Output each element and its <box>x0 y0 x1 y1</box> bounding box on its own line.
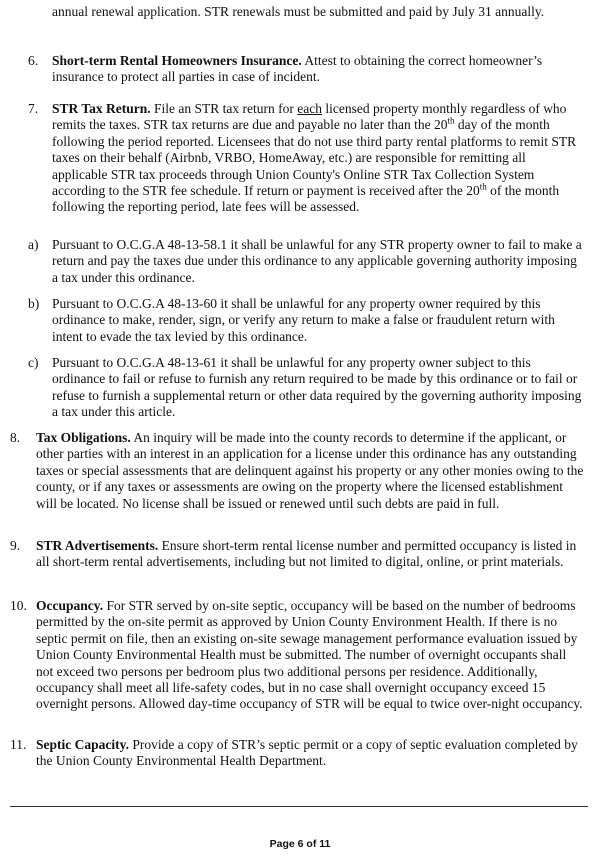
footer-divider <box>10 806 588 807</box>
item-number: 10. <box>10 598 27 613</box>
superscript: th <box>479 181 487 192</box>
subitem-letter: a) <box>28 237 39 252</box>
item-text <box>36 737 584 770</box>
item-number: 11. <box>10 737 27 752</box>
item-heading: Short-term Rental Homeowners Insurance. <box>52 53 302 68</box>
item-heading: STR Advertisements. <box>36 538 159 553</box>
item-number: 8. <box>10 430 21 445</box>
item-text <box>52 101 582 216</box>
item-text <box>36 598 584 713</box>
item-body: Attest to obtaining the correct homeowner’s insurance to protect all parties in case of incident. <box>52 53 543 85</box>
item-body: File an STR tax return for <box>150 101 298 116</box>
item-heading: Tax Obligations. <box>36 430 131 445</box>
subitem-letter: b) <box>28 296 40 311</box>
item-heading: STR Tax Return. <box>52 101 151 116</box>
item-body: Provide a copy of STR’s septic permit or a copy of septic evaluation completed by the Union County Environmental Health Department. <box>36 737 578 769</box>
item-body: An inquiry will be made into the county records to determine if the applicant, or other parties with an interest in an application for a license under this ordinance has any outstanding taxes or special assessments that are delinquent against his property or any other monies owing to the county, or if any taxes or assessments are owing on the property where the licensed establishment will be located. No license shall be issued or renewed until such debts are paid in full. <box>36 430 584 511</box>
item-text <box>36 538 584 571</box>
item-heading: Occupancy. <box>36 598 104 613</box>
subitem-text: Pursuant to O.C.G.A 48-13-60 it shall be unlawful for any property owner required by this ordinance to make, render, sign, or verify any return to make a false or fraudulent return with intent to evade the tax levied by this ordinance. <box>52 296 555 344</box>
item-number: 6. <box>28 53 39 68</box>
item-number: 7. <box>28 101 39 116</box>
subitem-text: Pursuant to O.C.G.A 48-13-58.1 it shall be unlawful for any STR property owner to fail to make a return and pay the taxes due under this ordinance to any applicable governing authority imposing a tax under this ordinance. <box>52 237 582 285</box>
subitem-text: Pursuant to O.C.G.A 48-13-61 it shall be unlawful for any property owner subject to this ordinance to fail or refuse to furnish any return required to be made by this ordinance or to fail or refuse to furnish a supplemental return or other data required by the governing authority imposing a tax under this article. <box>52 355 582 420</box>
item-text <box>36 430 584 512</box>
item-body: licensed property monthly regardless of who remits the taxes. STR tax returns are due and payable no later than the 20 <box>52 101 567 133</box>
item-body: Ensure short-term rental license number and permitted occupancy is listed in all short-term rental advertisements, including but not limited to digital, online, or print materials. <box>36 538 577 570</box>
page-number: Page 6 of 11 <box>269 838 331 850</box>
subitem-letter: c) <box>28 355 39 370</box>
item-number: 9. <box>10 538 21 553</box>
item-body: For STR served by on-site septic, occupancy will be based on the number of bedrooms permitted by the on-site permit as approved by Union County Environment Health. If there is no septic permit on file, then an existing on-site sewage management performance evaluation issued by Union County Environmental Health must be submitted. The number of overnight occupants shall not exceed two persons per bedroom plus two additional persons per residence. Additionally, occupancy shall meet all life-safety codes, but in no case shall overnight occupancy exceed 15 overnight persons. Allowed day-time occupancy of STR will be equal to twice over-night occupancy. <box>36 598 583 712</box>
item-body: day of the month following the period reported. Licensees that do not use third party rental platforms to remit STR taxes on their behalf (Airbnb, VRBO, HomeAway, etc.) are responsible for remitting all applicable STR tax proceeds through Union County's Online STR Tax Collection System according to the STR fee schedule. If return or payment is received after the 20 <box>52 117 577 199</box>
item-heading: Septic Capacity. <box>36 737 129 752</box>
item-text <box>52 53 572 86</box>
continuation-paragraph: annual renewal application. STR renewals must be submitted and paid by July 31 annually. <box>52 4 545 19</box>
superscript: th <box>447 115 455 126</box>
item-body: of the month following the reporting period, late fees will be assessed. <box>52 183 560 215</box>
underlined-word: each <box>297 101 322 116</box>
